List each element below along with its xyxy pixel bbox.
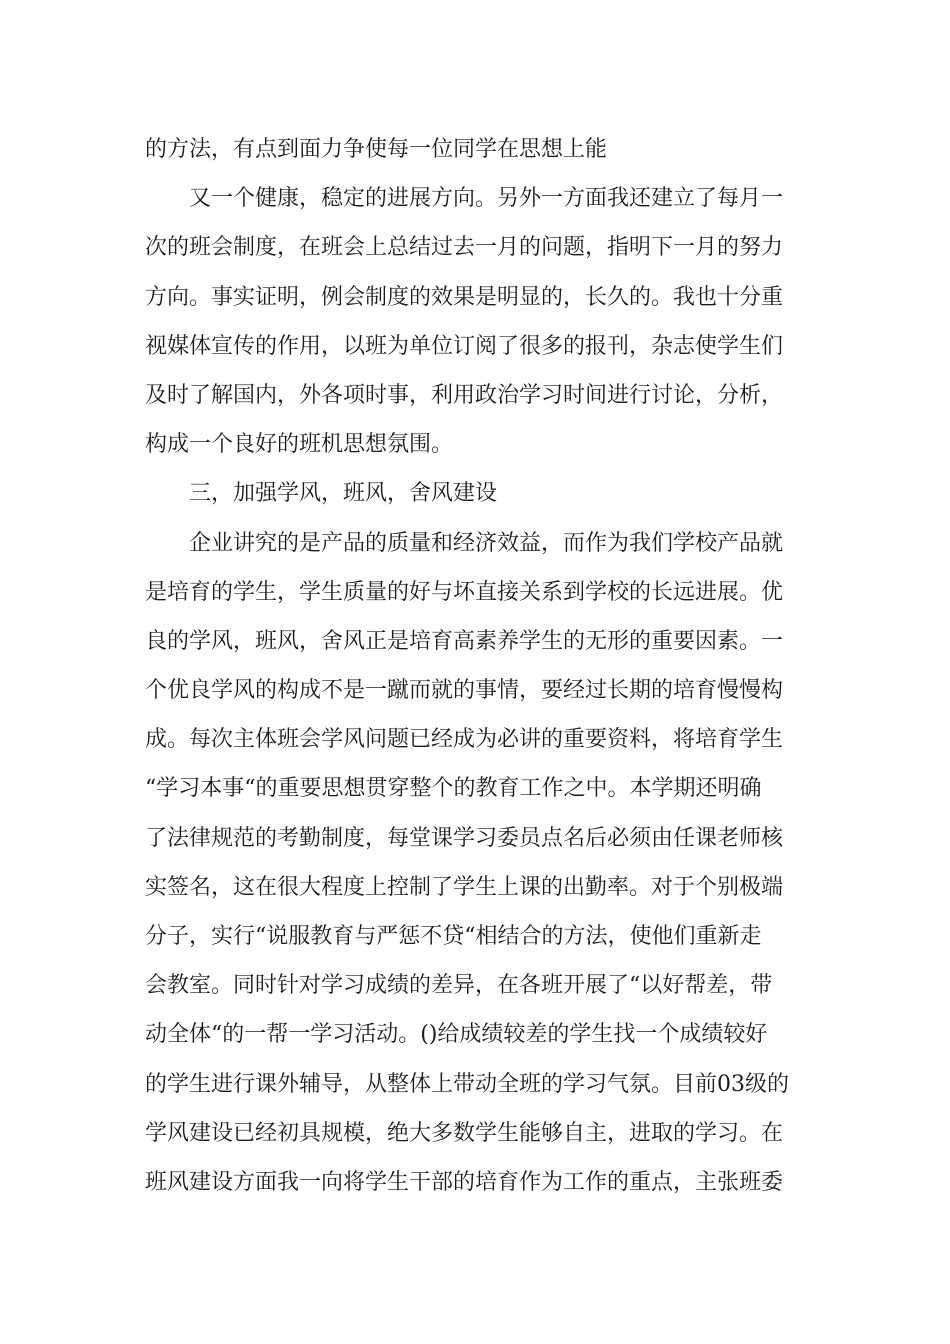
text-line: 学风建设已经初具规模，绝大多数学生能够自主，进取的学习。在	[145, 1120, 784, 1146]
text-line: 良的学风，班风，舍风正是培育高素养学生的无形的重要因素。一	[145, 628, 784, 654]
text-line: 成。每次主体班会学风问题已经成为必讲的重要资料，将培育学生	[145, 727, 784, 753]
text-line: 构成一个良好的班机思想氛围。	[145, 432, 454, 458]
text-line: 动全体“的一帮一学习活动。()给成绩较差的学生找一个成绩较好	[145, 1022, 768, 1048]
text-line: 是培育的学生，学生质量的好与坏直接关系到学校的长远进展。优	[145, 579, 784, 605]
text-line: 视媒体宣传的作用，以班为单位订阅了很多的报刊，杂志使学生们	[145, 333, 784, 359]
text-line: 的方法，有点到面力争使每一位同学在思想上能	[145, 137, 608, 162]
text-line: 实签名，这在很大程度上控制了学生上课的出勤率。对于个别极端	[145, 874, 784, 900]
text-line: 次的班会制度，在班会上总结过去一月的问题，指明下一月的努力	[145, 235, 784, 261]
text-line: 又一个健康，稳定的进展方向。另外一方面我还建立了每月一	[189, 186, 784, 212]
text-line: 的学生进行课外辅导，从整体上带动全班的学习气氛。目前03级的	[145, 1071, 789, 1097]
text-line: 分子，实行“说服教育与严惩不贷“相结合的方法，使他们重新走	[145, 924, 762, 949]
text-line: 会教室。同时针对学习成绩的差异，在各班开展了“以好帮差，带	[145, 973, 773, 999]
text-line: 个优良学风的构成不是一蹴而就的事情，要经过长期的培育慢慢构	[145, 678, 784, 704]
text-line: 班风建设方面我一向将学生干部的培育作为工作的重点，主张班委	[145, 1169, 784, 1195]
text-line: 方向。事实证明，例会制度的效果是明显的，长久的。我也十分重	[145, 284, 784, 310]
text-line: 三，加强学风，班风，舍风建设	[189, 481, 498, 507]
text-line: 及时了解国内，外各项时事，利用政治学习时间进行讨论，分析，	[145, 382, 784, 408]
document-body	[145, 125, 810, 1207]
text-line: “学习本事“的重要思想贯穿整个的教育工作之中。本学期还明确	[145, 776, 762, 802]
text-line: 企业讲究的是产品的质量和经济效益，而作为我们学校产品就	[189, 530, 784, 556]
text-line: 了法律规范的考勤制度，每堂课学习委员点名后必须由任课老师核	[145, 825, 784, 851]
